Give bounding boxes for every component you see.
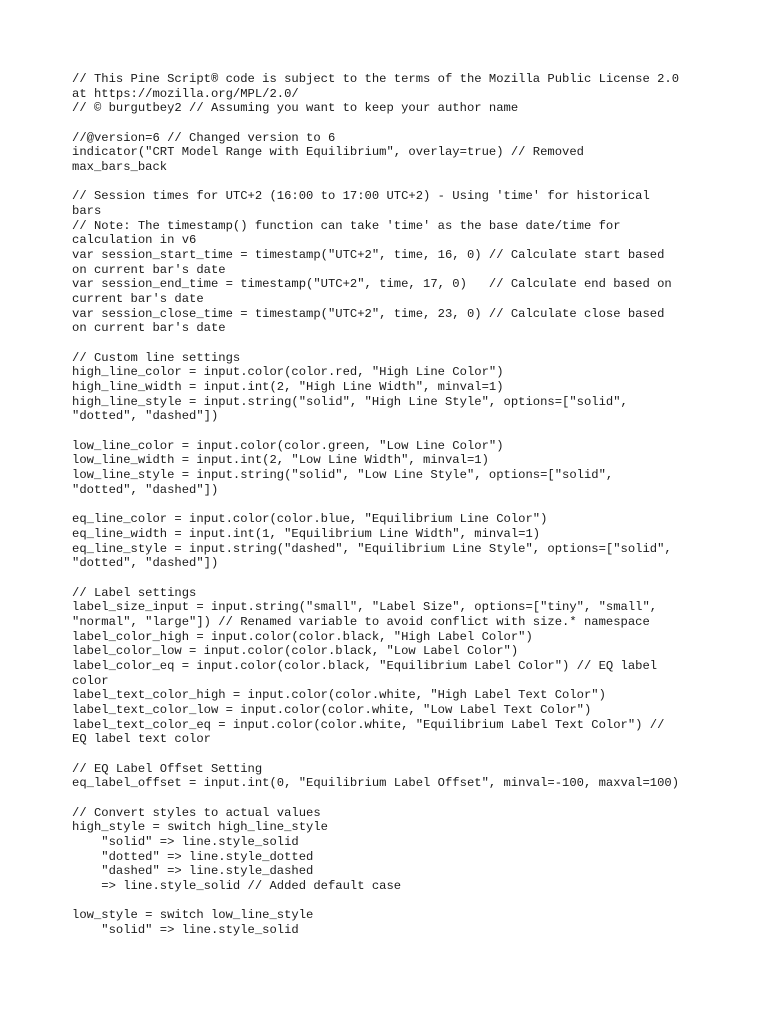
code-line: label_color_eq = input.color(color.black, "Equilibrium Label Color") // EQ label [72,658,658,673]
code-line: high_line_width = input.int(2, "High Line Width", minval=1) [72,380,504,395]
code-line: // Note: The timestamp() function can take 'time' as the base date/time for [72,218,621,233]
code-line [72,175,702,190]
code-line: eq_label_offset = input.int(0, "Equilibrium Label Offset", minval=-100, maxval=100) [72,776,680,791]
code-line: calculation in v6 [72,233,197,248]
code-line: current bar's date [72,292,204,307]
code-line: var session_start_time = timestamp("UTC+2", time, 16, 0) // Calculate start based [72,248,665,263]
code-line: "dotted", "dashed"]) [72,409,219,424]
code-document [72,72,702,938]
code-line: low_line_width = input.int(2, "Low Line Width", minval=1) [72,453,489,468]
code-line: high_line_color = input.color(color.red, "High Line Color") [72,365,504,380]
code-line: indicator("CRT Model Range with Equilibrium", overlay=true) // Removed [72,145,584,160]
code-line: label_color_low = input.color(color.black, "Low Label Color") [72,644,519,659]
code-line: eq_line_width = input.int(1, "Equilibrium Line Width", minval=1) [72,526,541,541]
code-line: high_style = switch high_line_style [72,820,328,835]
code-line: // Session times for UTC+2 (16:00 to 17:00 UTC+2) - Using 'time' for historical [72,189,650,204]
code-line [72,336,702,351]
code-line: bars [72,204,102,219]
code-line: "solid" => line.style_solid [72,834,299,849]
code-line: //@version=6 // Changed version to 6 [72,130,336,145]
code-line: color [72,673,109,688]
code-line: label_size_input = input.string("small", "Label Size", options=["tiny", "small", [72,600,658,615]
code-line: // EQ Label Offset Setting [72,761,263,776]
code-line: label_color_high = input.color(color.black, "High Label Color") [72,629,533,644]
code-line [72,747,702,762]
code-line [72,894,702,909]
code-line: "dashed" => line.style_dashed [72,864,314,879]
code-line: low_line_color = input.color(color.green, "Low Line Color") [72,438,504,453]
code-line: => line.style_solid // Added default case [72,878,402,893]
code-line: // Label settings [72,585,197,600]
code-line: // Convert styles to actual values [72,805,321,820]
code-line: at https://mozilla.org/MPL/2.0/ [72,86,299,101]
code-line [72,497,702,512]
code-line: "dotted", "dashed"]) [72,482,219,497]
code-line: low_style = switch low_line_style [72,908,314,923]
code-line [72,791,702,806]
code-line: "normal", "large"]) // Renamed variable to avoid conflict with size.* namespace [72,614,650,629]
code-line: low_line_style = input.string("solid", "Low Line Style", options=["solid", [72,468,614,483]
code-line: on current bar's date [72,262,226,277]
code-line: max_bars_back [72,160,168,175]
code-line: "dotted" => line.style_dotted [72,849,314,864]
code-line: high_line_style = input.string("solid", "High Line Style", options=["solid", [72,394,628,409]
code-line [72,424,702,439]
code-line: label_text_color_eq = input.color(color.white, "Equilibrium Label Text Color") // [72,717,665,732]
code-line: label_text_color_high = input.color(color.white, "High Label Text Color") [72,688,606,703]
code-line: EQ label text color [72,732,211,747]
code-line: // © burgutbey2 // Assuming you want to keep your author name [72,101,519,116]
code-line: var session_end_time = timestamp("UTC+2", time, 17, 0) // Calculate end based on [72,277,672,292]
code-line: // This Pine Script® code is subject to the terms of the Mozilla Public License 2.0 [72,72,680,86]
code-line: var session_close_time = timestamp("UTC+2", time, 23, 0) // Calculate close based [72,306,665,321]
code-line [72,571,702,586]
code-line: "dotted", "dashed"]) [72,556,219,571]
code-line: // Custom line settings [72,350,241,365]
code-line: eq_line_style = input.string("dashed", "Equilibrium Line Style", options=["solid", [72,541,672,556]
code-line: on current bar's date [72,321,226,336]
code-line: label_text_color_low = input.color(color.white, "Low Label Text Color") [72,702,592,717]
code-line: eq_line_color = input.color(color.blue, "Equilibrium Line Color") [72,512,548,527]
code-line: "solid" => line.style_solid [72,922,299,937]
code-line [72,116,702,131]
